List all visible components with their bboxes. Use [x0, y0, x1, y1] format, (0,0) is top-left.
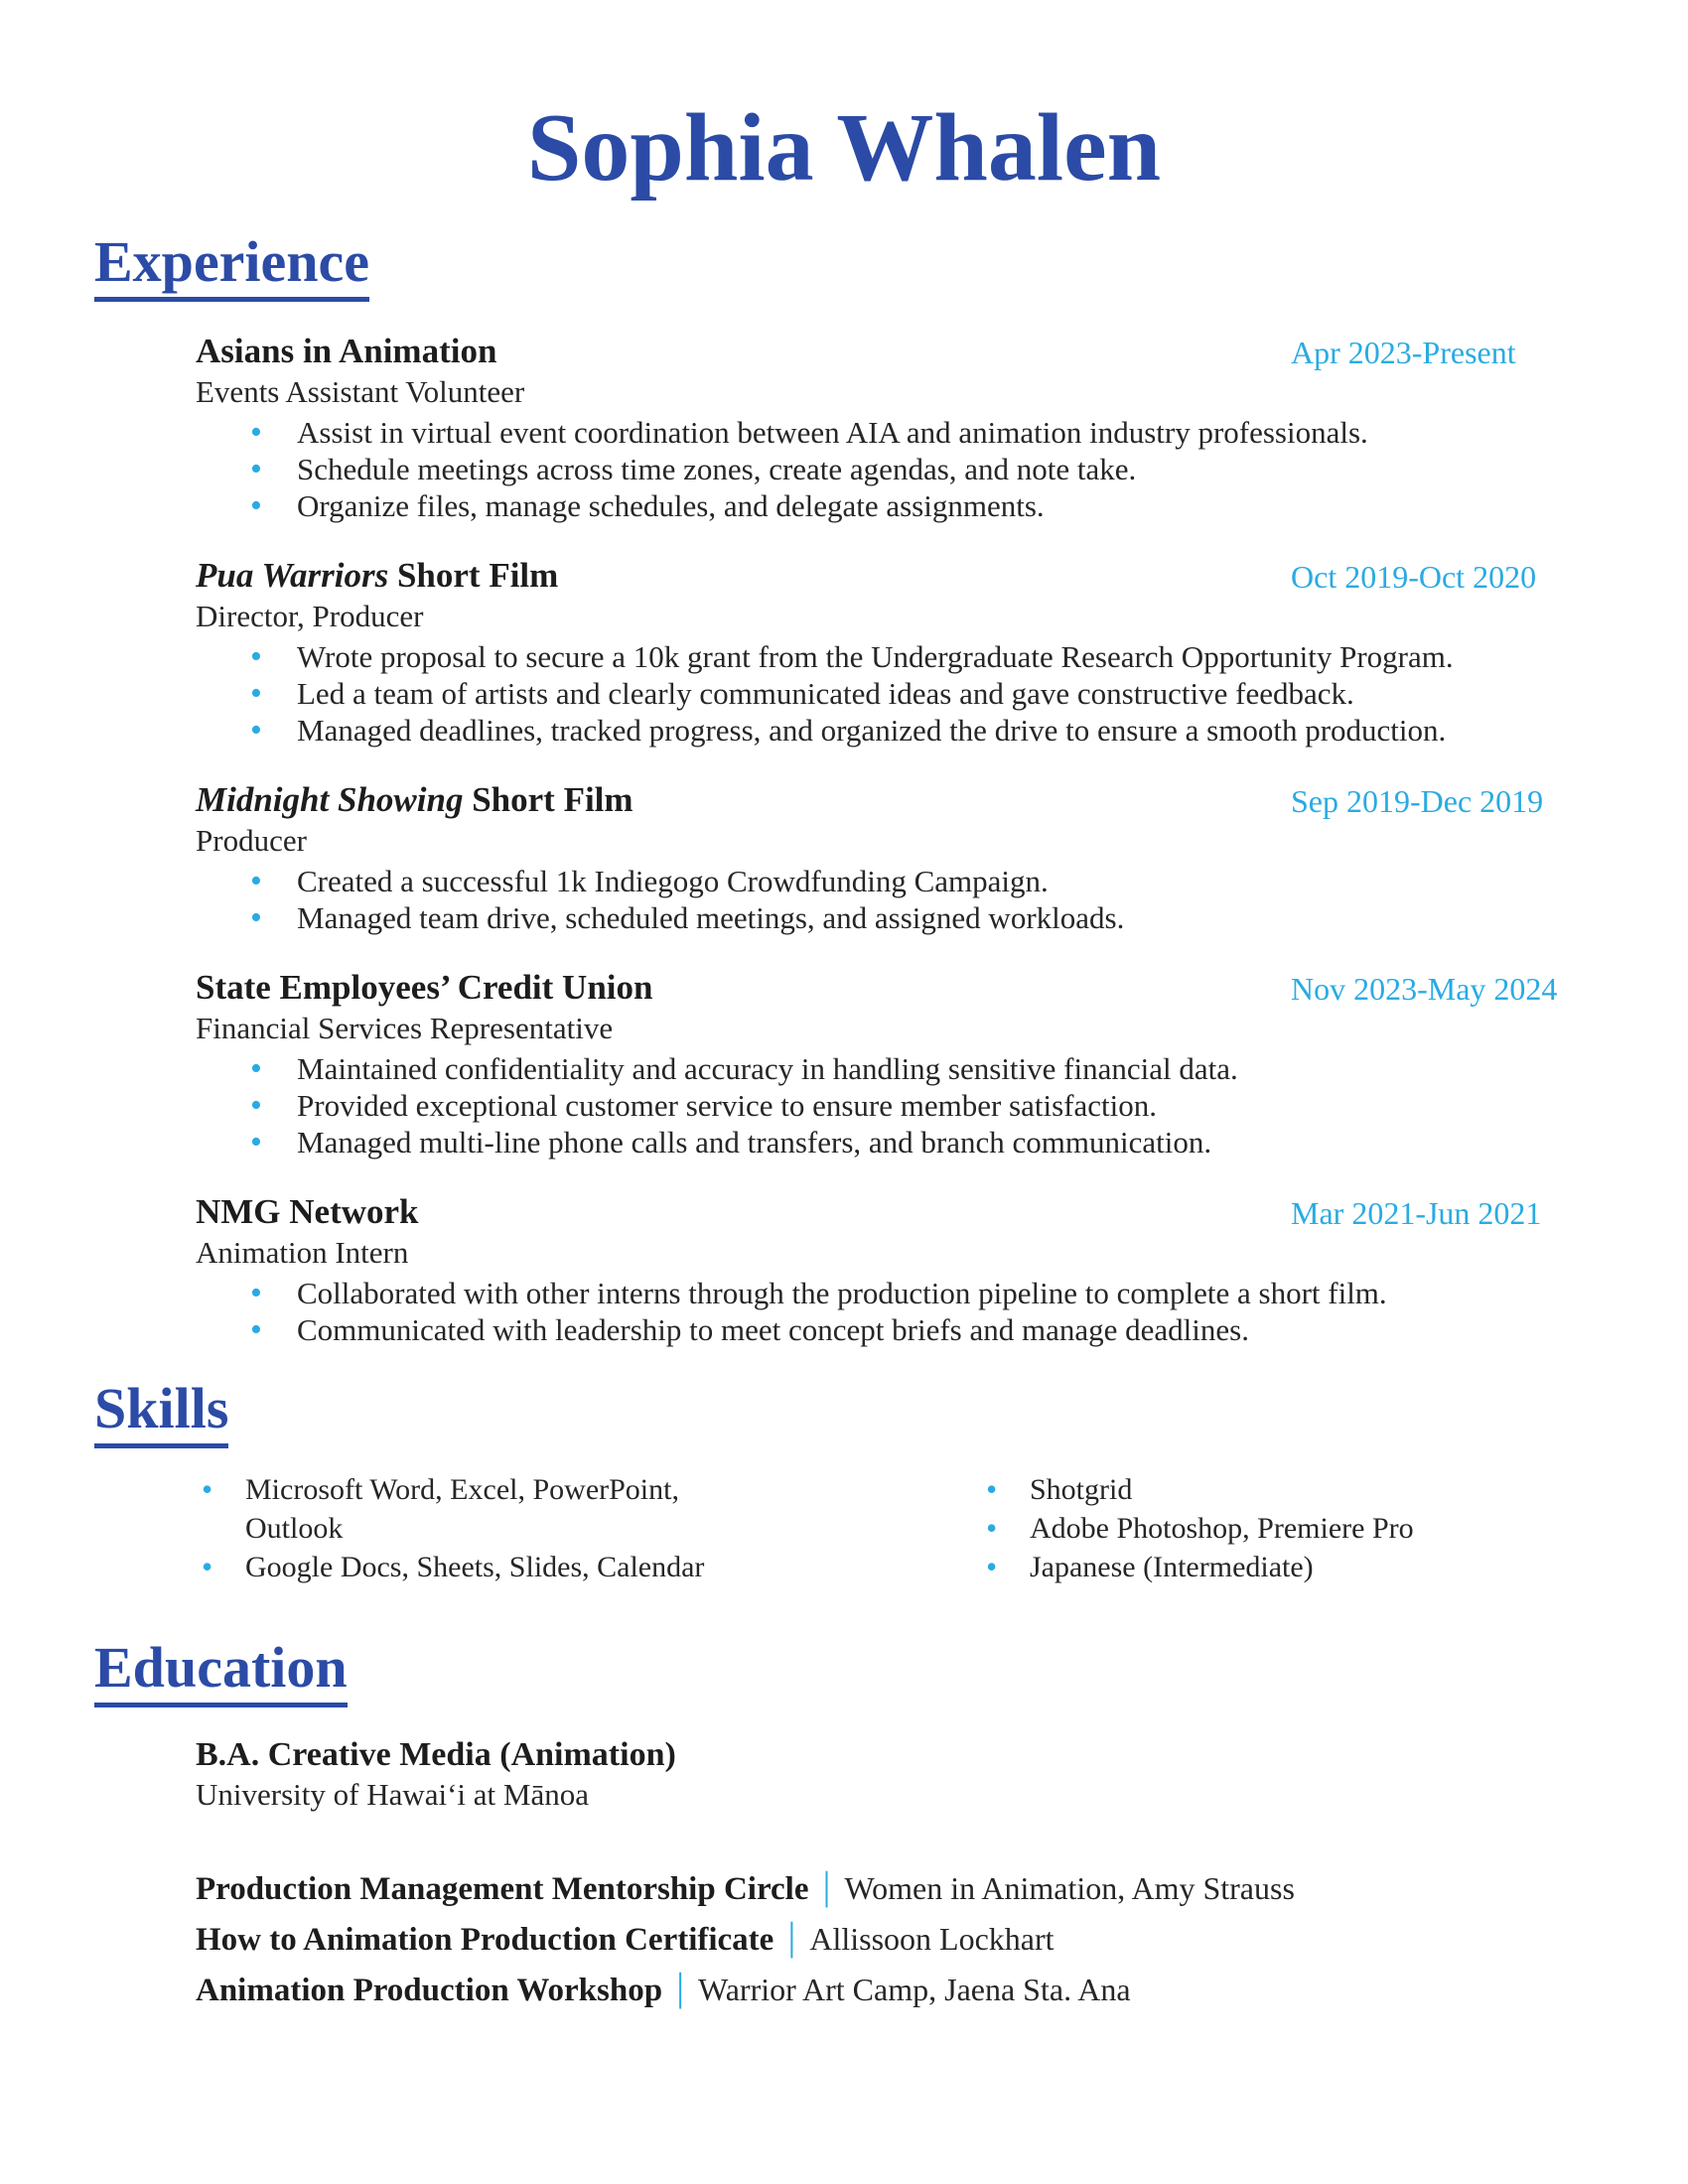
- pipe-separator: |: [822, 1862, 831, 1908]
- skill-item: • Shotgrid: [986, 1470, 1133, 1507]
- certification-row: [196, 1913, 1688, 1964]
- section-experience: [0, 228, 1688, 1348]
- job-date: Sep 2019-Dec 2019: [1291, 782, 1544, 819]
- skills-heading-text: Skills: [94, 1380, 228, 1448]
- job-date: Apr 2023-Present: [1291, 334, 1516, 370]
- certification-title: Animation Production Workshop: [196, 1972, 663, 2008]
- page-title: Sophia Whalen: [526, 94, 1162, 202]
- section-education: [0, 1634, 1688, 2014]
- certification-title: Production Management Mentorship Circle: [196, 1870, 809, 1907]
- bullet-icon: •: [250, 1274, 262, 1311]
- bullet-icon: •: [986, 1548, 998, 1584]
- skill-item: • Adobe Photoshop, Premiere Pro: [986, 1509, 1414, 1546]
- skill-item: • Microsoft Word, Excel, PowerPoint, Outlook: [202, 1470, 986, 1548]
- job-header: [196, 556, 1576, 596]
- bullet-list: [196, 863, 1576, 936]
- bullet-icon: •: [250, 450, 262, 487]
- bullet-icon: •: [250, 1123, 262, 1160]
- bullet-icon: •: [986, 1509, 998, 1546]
- bullet-icon: •: [986, 1470, 998, 1507]
- job-entry: [196, 780, 1576, 936]
- education-block: [196, 1735, 1688, 2014]
- education-heading: [94, 1634, 1688, 1707]
- bullet-item: • Created a successful 1k Indiegogo Crowdfunding Campaign.: [250, 862, 1049, 899]
- bullet-icon: •: [250, 1310, 262, 1348]
- bullet-item: • Wrote proposal to secure a 10k grant from the Undergraduate Research Opportunity Program.: [250, 637, 1454, 675]
- section-skills: [0, 1375, 1688, 1586]
- bullet-icon: •: [250, 711, 262, 749]
- skills-list-left: [202, 1470, 986, 1586]
- bullet-icon: •: [250, 486, 262, 524]
- certification-org: Warrior Art Camp, Jaena Sta. Ana: [698, 1971, 1131, 2007]
- job-entry: [196, 1192, 1576, 1348]
- degree-title: B.A. Creative Media (Animation): [196, 1735, 676, 1773]
- skill-item: • Google Docs, Sheets, Slides, Calendar: [202, 1548, 705, 1584]
- education-heading-text: Education: [94, 1639, 348, 1707]
- job-list: [196, 332, 1576, 1348]
- bullet-item: • Managed deadlines, tracked progress, and organized the drive to ensure a smooth production.: [250, 711, 1447, 749]
- bullet-icon: •: [250, 1049, 262, 1087]
- experience-heading: [94, 228, 1688, 302]
- bullet-icon: •: [250, 1086, 262, 1124]
- job-role: Producer: [196, 822, 307, 858]
- bullet-icon: •: [202, 1470, 213, 1507]
- certification-org: Allissoon Lockhart: [809, 1920, 1055, 1957]
- job-company: Pua Warriors Short Film: [196, 555, 559, 595]
- skills-list-right: [986, 1470, 1688, 1586]
- job-company: NMG Network: [196, 1191, 419, 1231]
- bullet-item: • Led a team of artists and clearly communicated ideas and gave constructive feedback.: [250, 674, 1354, 712]
- bullet-icon: •: [250, 637, 262, 675]
- bullet-list: [196, 638, 1576, 749]
- certification-row: [196, 1964, 1688, 2014]
- bullet-icon: •: [202, 1548, 213, 1584]
- bullet-item: • Managed multi-line phone calls and transfers, and branch communication.: [250, 1123, 1212, 1160]
- bullet-list: [196, 1275, 1576, 1348]
- bullet-list: [196, 414, 1576, 524]
- job-date: Oct 2019-Oct 2020: [1291, 558, 1537, 595]
- job-company: Midnight Showing Short Film: [196, 779, 633, 819]
- certification-list: [196, 1862, 1688, 2014]
- bullet-item: • Schedule meetings across time zones, create agendas, and note take.: [250, 450, 1137, 487]
- job-company: State Employees’ Credit Union: [196, 967, 653, 1007]
- job-role: Financial Services Representative: [196, 1010, 614, 1045]
- bullet-icon: •: [250, 862, 262, 899]
- job-header: [196, 780, 1576, 820]
- bullet-item: • Assist in virtual event coordination between AIA and animation industry professionals.: [250, 413, 1368, 451]
- job-company: Asians in Animation: [196, 331, 497, 370]
- job-date: Mar 2021-Jun 2021: [1291, 1194, 1542, 1231]
- bullet-item: • Managed team drive, scheduled meetings, and assigned workloads.: [250, 898, 1125, 936]
- job-header: [196, 332, 1576, 371]
- bullet-icon: •: [250, 674, 262, 712]
- bullet-item: • Organize files, manage schedules, and delegate assignments.: [250, 486, 1045, 524]
- bullet-item: • Collaborated with other interns through the production pipeline to complete a short film.: [250, 1274, 1387, 1311]
- job-entry: [196, 332, 1576, 524]
- skill-item: • Japanese (Intermediate): [986, 1548, 1314, 1584]
- job-date: Nov 2023-May 2024: [1291, 970, 1558, 1007]
- bullet-item: • Provided exceptional customer service to ensure member satisfaction.: [250, 1086, 1157, 1124]
- experience-heading-text: Experience: [94, 233, 369, 302]
- job-entry: [196, 968, 1576, 1160]
- bullet-item: • Maintained confidentiality and accuracy in handling sensitive financial data.: [250, 1049, 1238, 1087]
- certification-org: Women in Animation, Amy Strauss: [844, 1869, 1295, 1906]
- job-entry: [196, 556, 1576, 749]
- bullet-list: [196, 1050, 1576, 1160]
- job-header: [196, 1192, 1576, 1232]
- job-role: Animation Intern: [196, 1234, 409, 1270]
- bullet-icon: •: [250, 898, 262, 936]
- job-role: Director, Producer: [196, 598, 424, 633]
- skills-heading: [94, 1375, 1688, 1448]
- pipe-separator: |: [676, 1964, 685, 2009]
- bullet-item: • Communicated with leadership to meet concept briefs and manage deadlines.: [250, 1310, 1249, 1348]
- certification-title: How to Animation Production Certificate: [196, 1921, 774, 1958]
- school-name: University of Hawaiʻi at Mānoa: [196, 1776, 589, 1812]
- job-role: Events Assistant Volunteer: [196, 373, 525, 409]
- pipe-separator: |: [787, 1913, 796, 1959]
- certification-row: [196, 1862, 1688, 1913]
- bullet-icon: •: [250, 413, 262, 451]
- job-header: [196, 968, 1576, 1008]
- skills-columns: [202, 1470, 1688, 1586]
